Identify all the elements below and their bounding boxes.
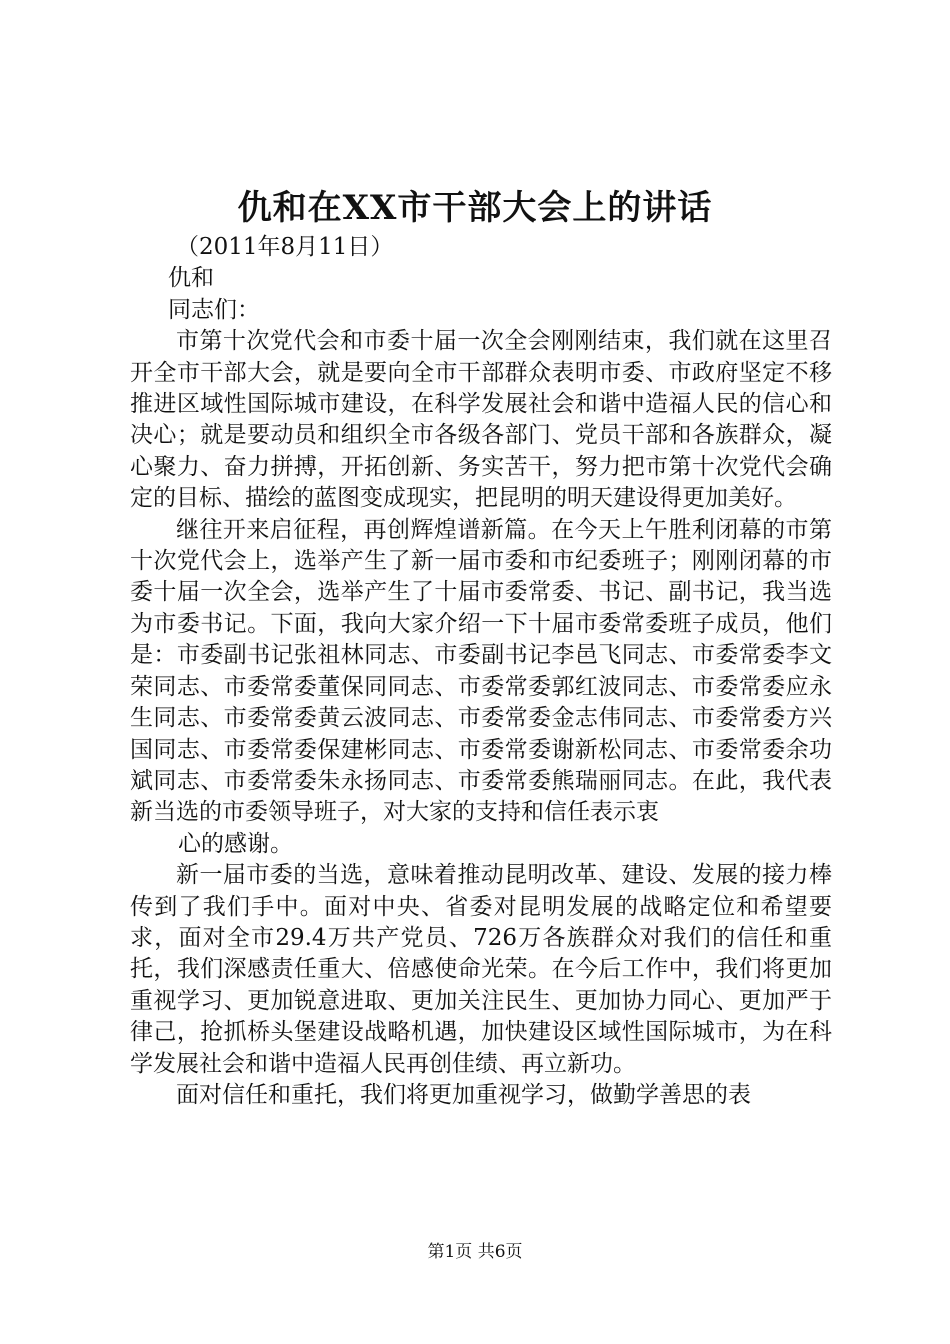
paragraph-1: 市第十次党代会和市委十届一次全会刚刚结束，我们就在这里召开全市干部大会，就是要向全市干部群众表明市委、市政府坚定不移推进区域性国际城市建设，在科学发展社会和谐中造福人民的信心和决心；就是要动员和组织全市各级各部门、党员干部和各族群众，凝心聚力、奋力拼搏，开拓创新、务实苦干，努力把市第十次党代会确定的目标、描绘的蓝图变成现实，把昆明的明天建设得更加美好。: [130, 328, 832, 512]
document-title: 仇和在XX市干部大会上的讲话: [237, 188, 713, 228]
paragraph-2-continuation: 心的感谢。: [178, 830, 293, 857]
document-body: [130, 232, 832, 1111]
paragraph-4: 面对信任和重托，我们将更加重视学习，做勤学善思的表: [176, 1081, 751, 1108]
page-footer: 第1页 共6页: [427, 1242, 523, 1262]
paragraph-3: 新一届市委的当选，意味着推动昆明改革、建设、发展的接力棒传到了我们手中。面对中央、省委对昆明发展的战略定位和希望要求，面对全市29.4万共产党员、726万各族群众对我们的信任和重托，我们深感责任重大、倍感使命光荣。在今后工作中，我们将更加重视学习、更加锐意进取、更加关注民生、更加协力同心、更加严于律己，抢抓桥头堡建设战略机遇，加快建设区域性国际城市，为在科学发展社会和谐中造福人民再创佳绩、再立新功。: [130, 862, 832, 1077]
salutation: 同志们：: [168, 296, 260, 323]
speech-date: （2011年8月11日）: [176, 234, 394, 260]
speaker-name: 仇和: [168, 265, 214, 292]
paragraph-2: 继往开来启征程，再创辉煌谱新篇。在今天上午胜利闭幕的市第十次党代会上，选举产生了新一届市委和市纪委班子；刚刚闭幕的市委十届一次全会，选举产生了十届市委常委、书记、副书记，我当选为市委书记。下面，我向大家介绍一下十届市委常委班子成员，他们是：市委副书记张祖林同志、市委副书记李邑飞同志、市委常委李文荣同志、市委常委董保同同志、市委常委郭红波同志、市委常委应永生同志、市委常委黄云波同志、市委常委金志伟同志、市委常委方兴国同志、市委常委保建彬同志、市委常委谢新松同志、市委常委余功斌同志、市委常委朱永扬同志、市委常委熊瑞丽同志。在此，我代表新当选的市委领导班子，对大家的支持和信任表示衷: [130, 516, 832, 826]
